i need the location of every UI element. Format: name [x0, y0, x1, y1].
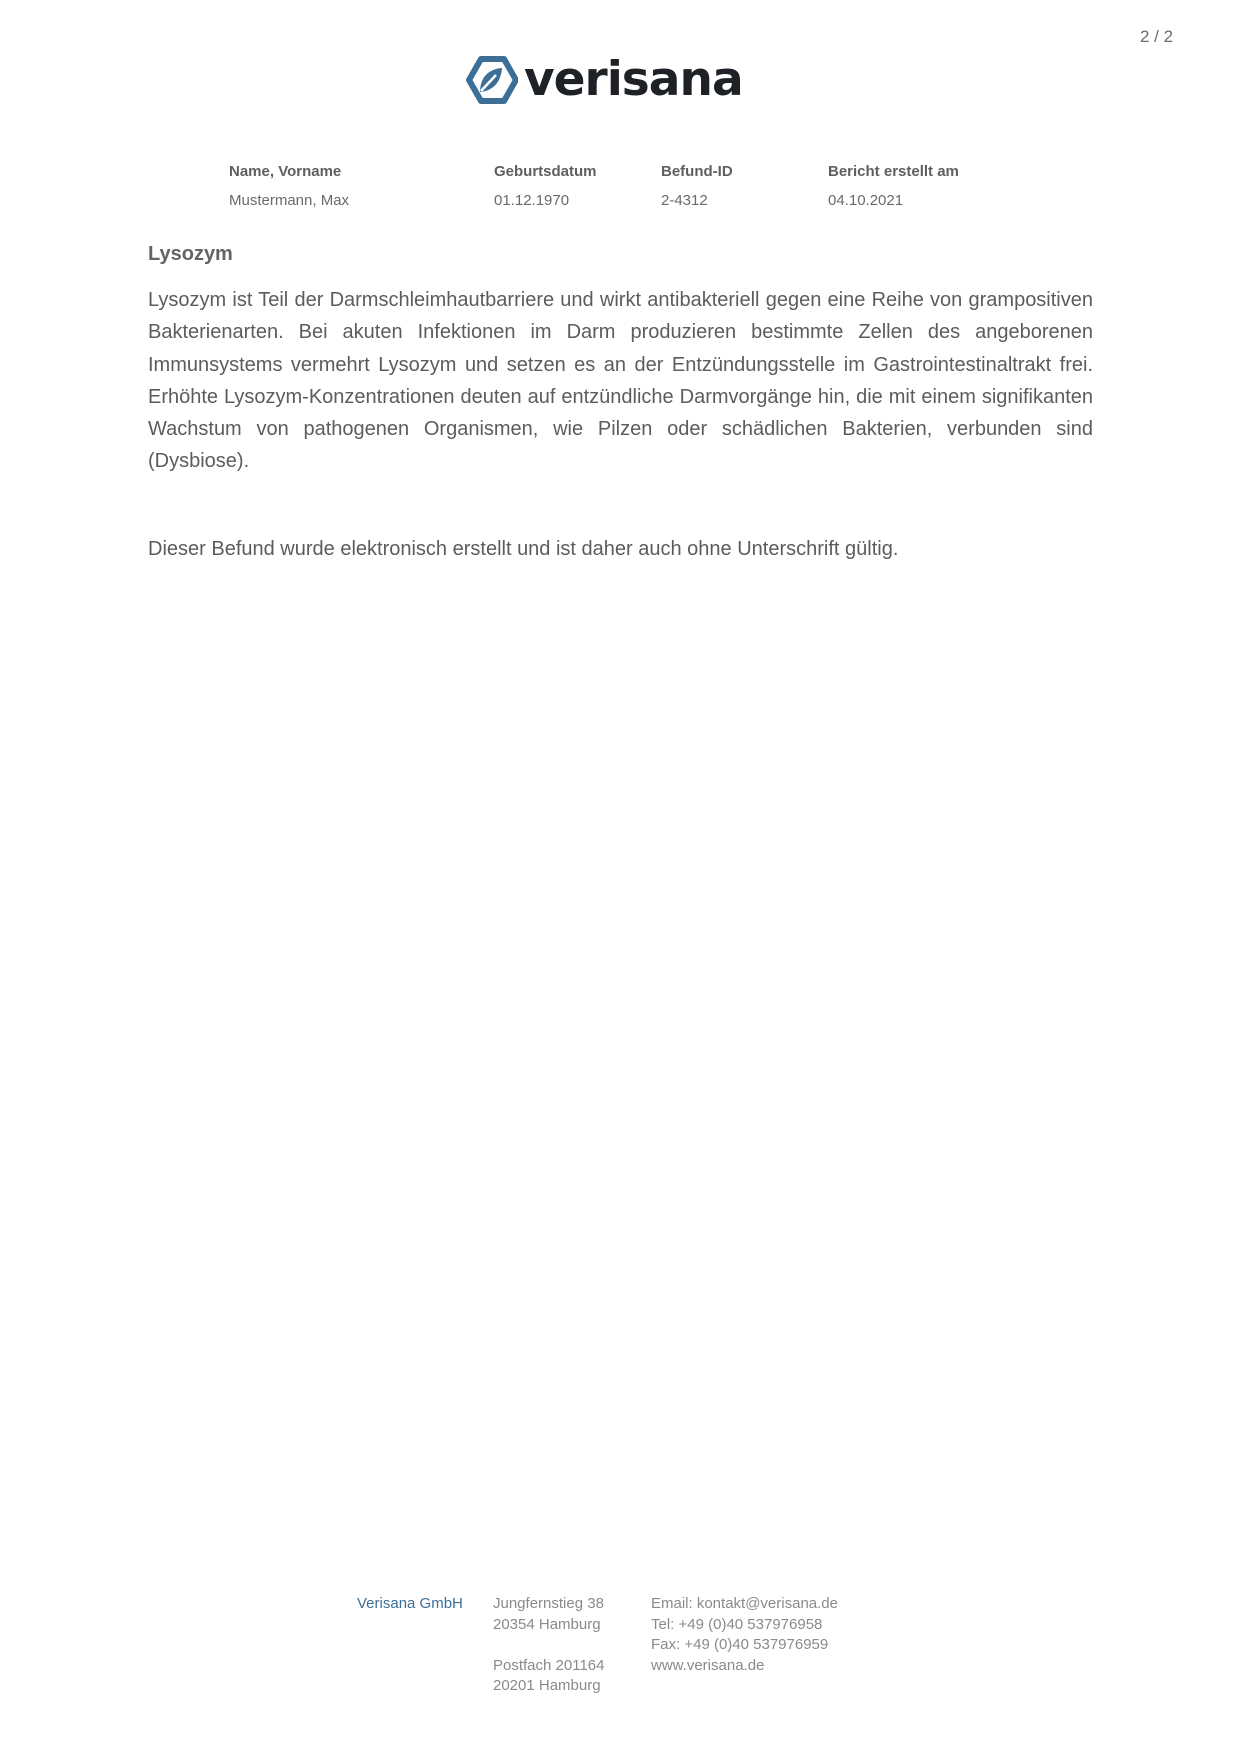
verisana-logo [466, 50, 776, 110]
footer-address [493, 1594, 604, 1697]
patient-name-column [229, 163, 349, 209]
report-date-value: 04.10.2021 [828, 192, 904, 209]
report-date-label: Bericht erstellt am [828, 163, 959, 180]
footer-street: Jungfernstieg 38 [493, 1595, 604, 1612]
footer-tel: Tel: +49 (0)40 537976958 [651, 1615, 823, 1633]
footer-company: Verisana GmbH [357, 1595, 463, 1612]
page-number: 2 / 2 [1140, 27, 1174, 46]
footer-postbox: Postfach 201164 [493, 1656, 605, 1674]
section-body: Lysozym ist Teil der Darmschleimhautbarriere und wirkt antibakteriell gegen eine Reihe von grampositiven Bakterienarten. Bei akuten Infektionen im Darm produzieren bestimmte Zellen des angeborenen Immunsystems vermehrt Lysozym und setzen es an der Entzündungsstelle im Gastrointestinaltrakt frei. Erhöhte Lysozym-Konzentrationen deuten auf entzündliche Darmvorgänge hin, die mit einem signifikanten Wachstum von pathogenen Organismen, wie Pilzen oder schädlichen Bakterien, verbunden sind (Dysbiose). [148, 289, 1093, 473]
logo-wordmark: verisana [524, 52, 743, 107]
patient-name-label: Name, Vorname [229, 163, 342, 180]
hexagon-leaf-icon [466, 54, 518, 106]
signature-disclaimer: Dieser Befund wurde elektronisch erstellt und ist daher auch ohne Unterschrift gültig. [148, 538, 899, 560]
footer-website[interactable]: www.verisana.de [651, 1656, 765, 1674]
birth-date-column [494, 163, 597, 209]
footer-postbox-city: 20201 Hamburg [493, 1677, 601, 1694]
report-id-label: Befund-ID [661, 163, 733, 180]
footer-email[interactable]: Email: kontakt@verisana.de [651, 1595, 838, 1612]
birth-date-value: 01.12.1970 [494, 192, 570, 209]
report-id-value: 2-4312 [661, 192, 708, 209]
footer-city: 20354 Hamburg [493, 1615, 601, 1633]
report-id-column [661, 163, 733, 209]
patient-name-value: Mustermann, Max [229, 192, 350, 209]
birth-date-label: Geburtsdatum [494, 163, 597, 180]
report-date-column [828, 163, 959, 209]
section-title: Lysozym [148, 243, 233, 265]
footer-contact [651, 1594, 838, 1676]
footer-fax: Fax: +49 (0)40 537976959 [651, 1636, 829, 1653]
